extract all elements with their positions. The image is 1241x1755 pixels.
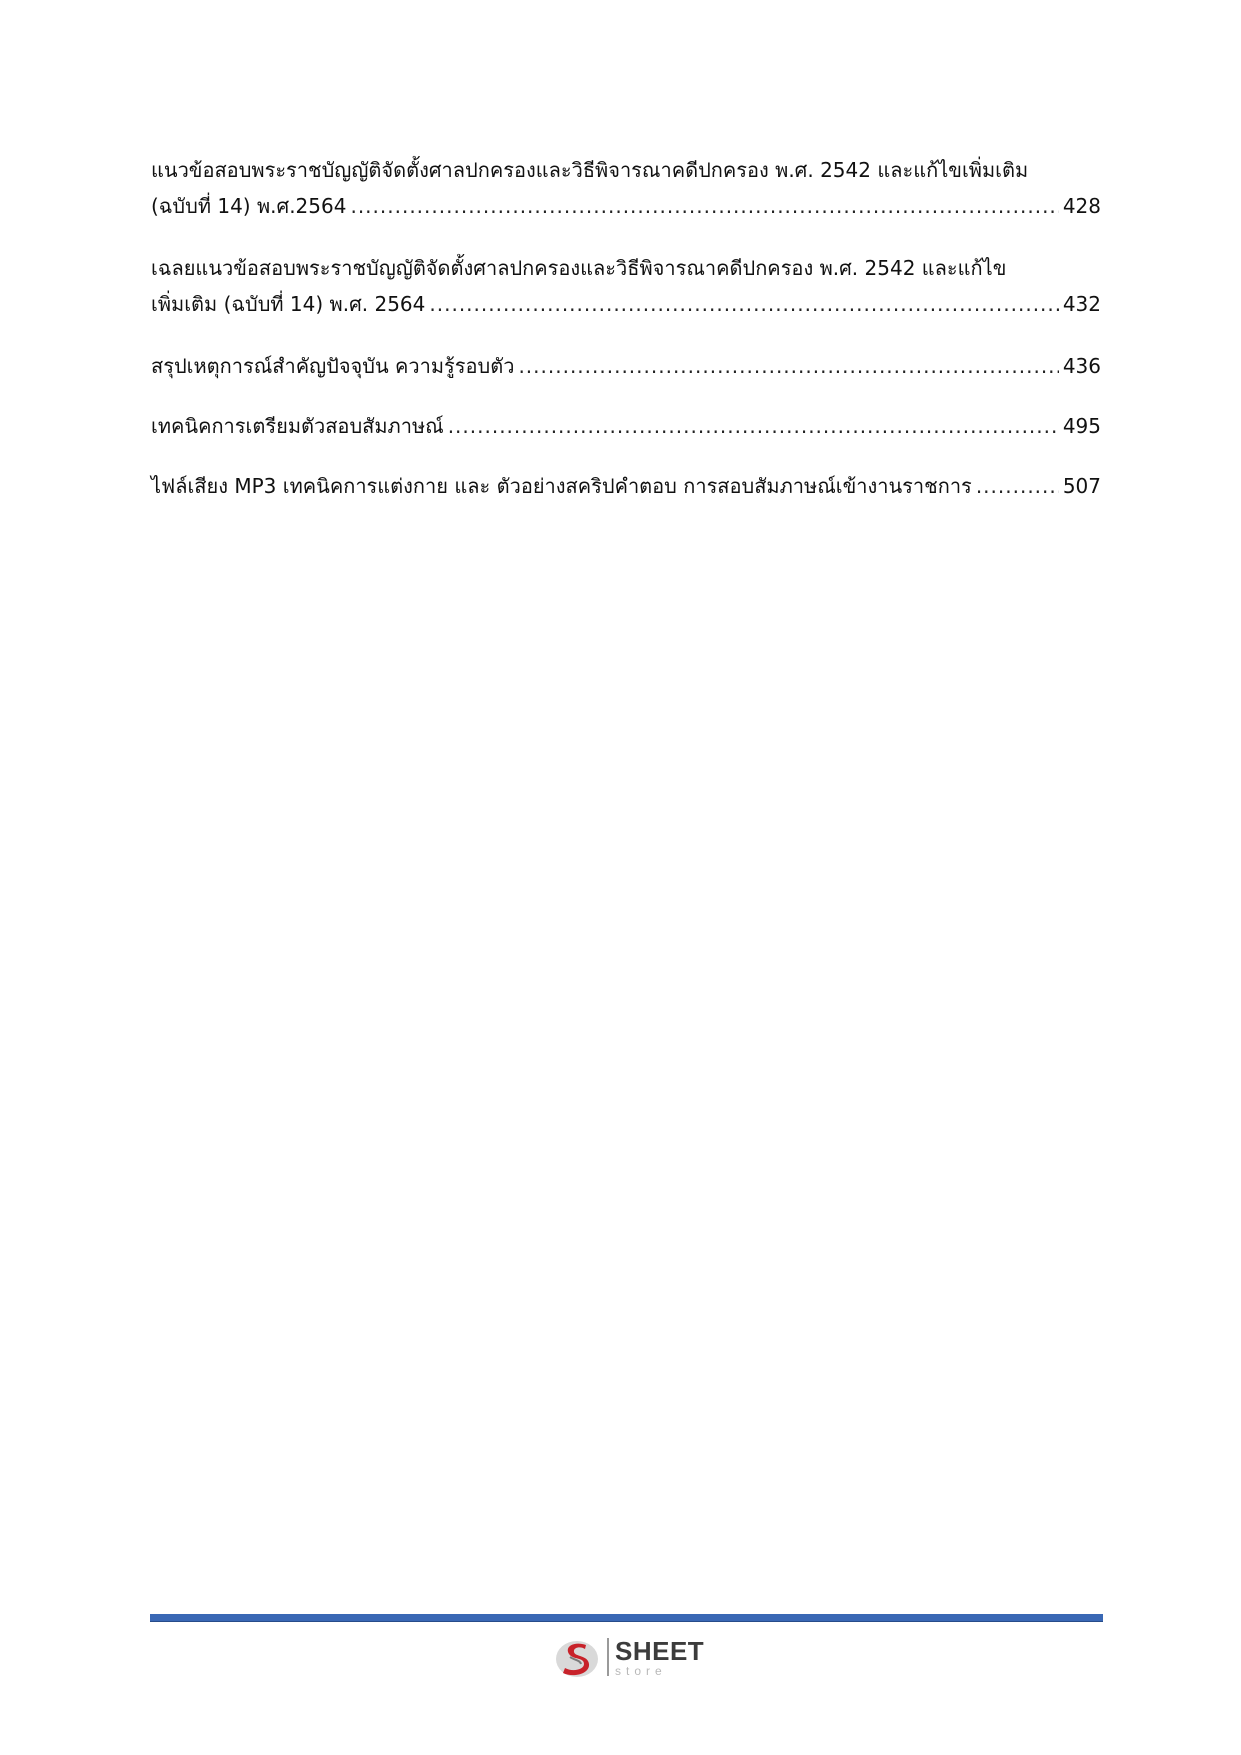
toc-entry-title-text: เทคนิคการเตรียมตัวสอบสัมภาษณ์ [151,414,444,438]
toc-entry-title-line [151,468,1101,504]
toc-entry-title-line [151,348,1101,384]
toc-page-number: 436 [1062,354,1101,378]
toc-page-number: 428 [1062,194,1101,218]
logo-wordmark [615,1635,705,1678]
logo-subtitle: store [615,1663,667,1678]
toc-entry-title-line1: แนวข้อสอบพระราชบัญญัติจัดตั้งศาลปกครองและวิธีพิจารณาคดีปกครอง พ.ศ. 2542 และแก้ไขเพิ่มเติม [151,158,1029,182]
dot-leader [976,468,1059,504]
toc-entry-title-line [151,408,1101,444]
toc-page-number: 432 [1062,292,1101,316]
toc-entry-title-line2 [151,286,1101,322]
dot-leader [518,348,1058,384]
dot-leader [448,408,1059,444]
toc-entry[interactable] [151,348,1101,384]
toc-entry[interactable] [151,152,1101,224]
dot-leader [350,188,1058,224]
toc-entry-title-line1: เฉลยแนวข้อสอบพระราชบัญญัติจัดตั้งศาลปกครองและวิธีพิจารณาคดีปกครอง พ.ศ. 2542 และแก้ไข [151,256,1007,280]
toc-entry-title-text: ไฟล์เสียง MP3 เทคนิคการแต่งกาย และ ตัวอย่างสคริปคำตอบ การสอบสัมภาษณ์เข้างานราชการ [151,474,972,498]
toc-page-number: 495 [1062,414,1101,438]
footer-divider [150,1614,1103,1622]
sheet-store-logo [553,1632,723,1682]
toc-page-number: 507 [1062,474,1101,498]
logo-separator [607,1638,609,1676]
dot-leader [429,286,1058,322]
toc-entry-title-text: สรุปเหตุการณ์สำคัญปัจจุบัน ความรู้รอบตัว [151,354,515,378]
toc-entry-title-text: (ฉบับที่ 14) พ.ศ.2564 [151,194,347,218]
toc-entry-title-text: เพิ่มเติม (ฉบับที่ 14) พ.ศ. 2564 [151,292,426,316]
toc-entry-title-line2 [151,188,1101,224]
toc-entry[interactable] [151,468,1101,504]
toc-entry[interactable] [151,408,1101,444]
logo-title: SHEET [615,1635,705,1666]
table-of-contents [151,152,1101,528]
toc-entry[interactable] [151,250,1101,322]
sheet-store-logo-icon [553,1633,601,1681]
